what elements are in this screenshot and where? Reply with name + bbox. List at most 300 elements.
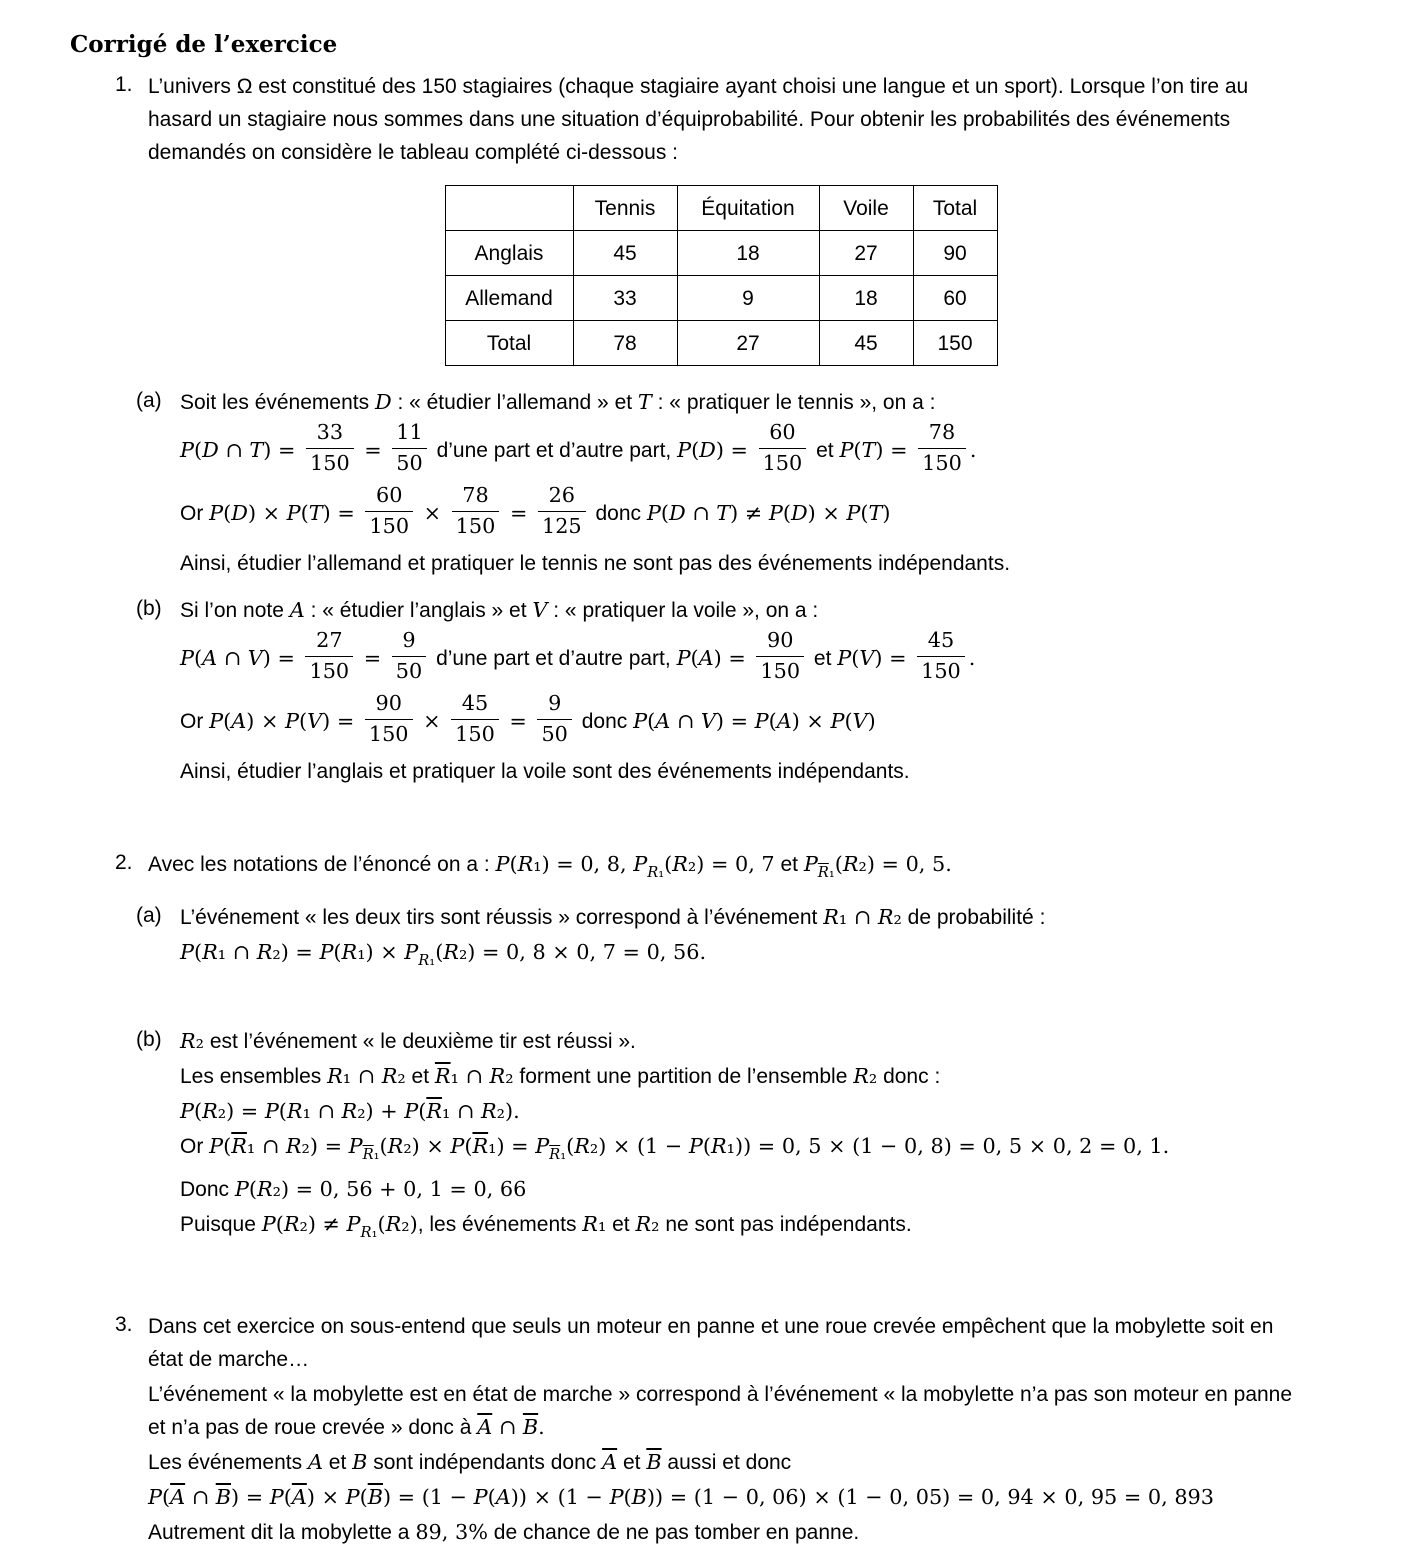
text-run: Or (180, 709, 210, 733)
math-variable: P (285, 708, 299, 733)
fraction (365, 691, 413, 748)
formula-line (180, 1095, 1294, 1128)
fraction-denominator: 150 (455, 513, 496, 538)
math-run: R₁ ∩ R₂ (327, 1064, 406, 1089)
math-variable: T (308, 501, 323, 525)
fraction (392, 628, 426, 685)
text-run: de chance de ne pas tomber en panne. (487, 1520, 860, 1544)
text-run: donc : (877, 1065, 941, 1089)
text-run: Les ensembles (180, 1065, 328, 1089)
fraction-denominator: 150 (310, 450, 350, 475)
math-run (532, 598, 547, 622)
math-run: R₂ (853, 1064, 878, 1089)
math-variable: B (631, 1484, 647, 1509)
math-run: × (417, 501, 448, 525)
fraction-numerator: 45 (917, 628, 965, 657)
math-run: P(R₁) = 0, 8, P (495, 851, 648, 876)
math-variable: R (672, 851, 688, 876)
subitem-body (180, 384, 1294, 582)
math-variable: V (247, 645, 263, 670)
math-variable: P (180, 645, 194, 670)
text-run: : « pratiquer le tennis », on a : (651, 391, 936, 414)
math-variable: $\overline{R}$ (549, 1146, 561, 1164)
fraction (759, 420, 807, 477)
fraction (918, 420, 966, 477)
math-run: (R₂) = 0, 5. (834, 851, 952, 876)
text-run: Autrement dit la mobylette a (148, 1520, 416, 1544)
math-run: (R₂) (377, 1212, 418, 1237)
math-variable: T (716, 501, 731, 525)
subitem-body (180, 899, 1294, 979)
text-run: et (810, 439, 840, 463)
subitem-label: (a) (136, 389, 162, 412)
subitem-body (180, 592, 1294, 790)
fraction (305, 628, 353, 685)
fraction (451, 691, 499, 748)
item-number: 2. (115, 850, 133, 874)
text-run: : « étudier l’allemand » et (391, 391, 638, 414)
fraction (756, 628, 804, 685)
fraction-numerator: 45 (451, 691, 499, 720)
math-variable: D (699, 438, 716, 463)
math-variable: P (345, 1484, 360, 1509)
math-run: . (968, 645, 976, 670)
formula-line (180, 629, 1294, 690)
fraction-numerator: 60 (759, 420, 807, 449)
row-label-total: Total (445, 321, 573, 366)
text-run: et (322, 1450, 353, 1474)
table-cell: 78 (573, 321, 677, 366)
math-run: (R₂) × (1 − P(R₁)) = 0, 5 × (1 − 0, 8) = 0, 5 × 0, 2 = 0, 1. (566, 1134, 1170, 1159)
exercise-item-1 (70, 68, 1360, 790)
math-variable: $\overline{B}$ (646, 1449, 662, 1474)
math-variable: R (202, 1099, 218, 1124)
text-run: donc (589, 502, 647, 525)
text-run: d’une part et d’autre part, (430, 646, 677, 670)
math-variable: A (307, 1449, 323, 1474)
math-run: P(A ∩ V) = (180, 645, 302, 670)
fraction-numerator: 27 (305, 628, 353, 657)
row-label-anglais: Anglais (445, 231, 573, 276)
math-variable: P (803, 851, 818, 876)
math-variable: P (319, 940, 334, 965)
math-variable: R (180, 1029, 196, 1054)
table-header-voile: Voile (819, 186, 913, 231)
math-variable: V (859, 645, 875, 670)
table-cell: 27 (677, 321, 819, 366)
text-run: : « pratiquer la voile », on a : (547, 598, 819, 622)
math-run: = (502, 708, 534, 733)
item1-intro-paragraph: L’univers Ω est constitué des 150 stagiaires (chaque stagiaire ayant choisi une langue et un sport). Lorsque l’on tire au hasard un stagiaire nous sommes dans une situation d’équiprobabilité. Pour obtenir les probabilités des événements demandés on considère le tableau complété ci-dessous : (148, 75, 1249, 164)
text-run: Si l’on note (180, 598, 290, 622)
math-run: = (357, 645, 388, 670)
table-cell: 45 (573, 231, 677, 276)
math-variable: P (404, 940, 419, 965)
text-run: donc (575, 709, 634, 733)
text-run: Dans cet exercice on sous-entend que seuls un moteur en panne et une roue crevée empêchent que la mobylette soit en état de marche… (148, 1314, 1274, 1371)
text-line (180, 1060, 1294, 1093)
text-run: Or (180, 502, 210, 525)
formula-line (180, 1130, 1294, 1171)
math-variable: R (823, 905, 839, 930)
math-variable: R (360, 1224, 372, 1242)
text-line (148, 1378, 1294, 1444)
math-variable: R (635, 1212, 652, 1237)
text-run: Puisque (180, 1213, 262, 1237)
math-variable: P (180, 940, 194, 965)
math-variable: P (148, 1484, 162, 1509)
fraction-denominator: 150 (921, 658, 961, 683)
math-variable: D (374, 390, 392, 414)
math-run: . (969, 438, 977, 463)
math-run: = (357, 438, 389, 463)
item-body (136, 846, 1294, 1252)
math-variable: P (768, 501, 783, 525)
fraction (537, 691, 571, 748)
math-variable: R (286, 1099, 303, 1124)
text-run: aussi et donc (661, 1450, 792, 1474)
math-variable: R (647, 864, 659, 882)
math-variable: P (830, 708, 845, 733)
fraction-denominator: 50 (541, 721, 568, 746)
fraction (392, 420, 426, 477)
table-header-row (445, 186, 997, 231)
math-run (804, 852, 818, 876)
math-run: P(R₂) = 0, 56 + 0, 1 = 0, 66 (234, 1177, 527, 1202)
math-variable: P (261, 1212, 276, 1237)
math-run: (R₂) = 0, 8 × 0, 7 = 0, 56. (435, 940, 707, 965)
math-variable: R (327, 1064, 343, 1089)
math-run (646, 1450, 661, 1474)
text-run: et (617, 1450, 647, 1474)
math-variable: R (256, 940, 273, 965)
math-variable: $\overline{A}$ (477, 1414, 493, 1439)
text-line (180, 547, 1294, 580)
text-line (180, 901, 1294, 934)
math-run: $\overline{A}$ ∩ $\overline{B}$. (477, 1414, 545, 1439)
fraction-numerator: 26 (538, 483, 586, 512)
math-variable: P (286, 501, 301, 525)
math-variable: T (249, 438, 264, 463)
math-variable: P (269, 1484, 284, 1509)
fraction (365, 483, 413, 540)
fraction-numerator: 78 (452, 483, 500, 512)
math-variable: A (655, 708, 671, 733)
formula-line (180, 484, 1294, 545)
math-run: R₂ (180, 1029, 204, 1054)
math-run: P(A) × P(V) = (209, 708, 361, 733)
math-variable: R (256, 1177, 273, 1202)
text-run: L’événement « les deux tirs sont réussis » correspond à l’événement (180, 906, 824, 930)
text-run: de probabilité : (901, 906, 1046, 930)
math-variable: P (535, 1134, 550, 1159)
math-variable: P (348, 1134, 363, 1159)
math-variable: R (489, 1064, 506, 1089)
fraction (306, 420, 354, 477)
math-variable: R (385, 1212, 402, 1237)
table-cell: 18 (819, 276, 913, 321)
math-variable: P (473, 1484, 488, 1509)
text-run: , les événements (417, 1213, 583, 1237)
text-run: Avec les notations de l’énoncé on a : (148, 852, 496, 876)
fraction-denominator: 50 (396, 450, 423, 475)
math-variable: R (418, 952, 430, 970)
item-body (136, 68, 1294, 790)
math-variable: R (582, 1212, 598, 1237)
section-gap (70, 790, 1360, 838)
table-cell: 9 (677, 276, 819, 321)
math-variable: V (700, 708, 716, 733)
text-run: Donc (180, 1178, 235, 1202)
math-variable: $\overline{B}$ (522, 1414, 539, 1439)
math-variable: P (837, 645, 852, 670)
math-variable: P (676, 645, 691, 670)
math-variable: A (698, 645, 714, 670)
text-run: Ainsi, étudier l’allemand et pratiquer le tennis ne sont pas des événements indépendants. (180, 551, 1011, 575)
text-run: d’une part et d’autre part, (430, 439, 678, 463)
text-run: et (774, 852, 804, 876)
fraction-denominator: 150 (368, 721, 409, 746)
subitem-2b (136, 1023, 1294, 1251)
text-run: et (405, 1065, 435, 1089)
math-variable: P (264, 1099, 279, 1124)
math-variable: $\overline{A}$ (170, 1484, 186, 1509)
fraction-denominator: 150 (762, 450, 803, 475)
fraction-numerator: 90 (756, 628, 804, 657)
formula-line (180, 936, 1294, 977)
math-run: $P(\overline{A}$ ∩ $\overline{B}) = P(\overline{A}) \times P(\overline{B}) = (1 - P(A)) \times (1 - P(B)) = (1 - 0$, 06) × (1 − 0, 05) = 0, 94 × 0, 95 = 0, 893 (148, 1484, 1214, 1509)
math-variable: R (443, 940, 459, 965)
math-run: $(R_2) \times P(\overline{R}_1) = P$ (379, 1134, 550, 1159)
text-line (180, 1025, 1294, 1058)
text-run: Ainsi, étudier l’anglais et pratiquer la voile sont des événements indépendants. (180, 759, 910, 783)
math-variable: $\overline{R}$ (362, 1146, 374, 1164)
math-variable: P (688, 1134, 703, 1159)
text-line (148, 1516, 1294, 1549)
fraction-numerator: 90 (365, 691, 413, 720)
table-cell: 60 (913, 276, 997, 321)
fraction-numerator: 9 (537, 691, 571, 720)
math-subscript: R₁ (549, 1146, 567, 1164)
subitem-1b (136, 592, 1294, 790)
exercise-item-2 (70, 846, 1360, 1252)
math-variable: $\overline{B}$ (215, 1484, 232, 1509)
math-run (638, 390, 652, 414)
math-run: P(D) × P(T) = (209, 501, 362, 525)
math-run: (R₂) = 0, 7 (664, 851, 775, 876)
text-line (180, 1208, 1294, 1249)
math-run: × (416, 708, 448, 733)
math-run: P(D ∩ T) ≠ P(D) × P(T) (646, 501, 891, 525)
formula-line (148, 1481, 1294, 1514)
text-run: L’événement « la mobylette est en état de marche » correspond à l’événement « la mobylette n’a pas son moteur en panne et n’a pas de roue crevée » donc à (148, 1382, 1293, 1439)
math-variable: P (609, 1484, 624, 1509)
math-run: P(V) = (837, 645, 914, 670)
text-line (180, 755, 1294, 788)
math-variable: $\overline{A}$ (602, 1449, 618, 1474)
text-run: Les événements (148, 1450, 308, 1474)
formula-line (180, 1173, 1294, 1206)
text-run: Soit les événements (180, 391, 375, 414)
math-variable: A (776, 708, 792, 733)
math-run (290, 598, 305, 622)
table-row (445, 231, 997, 276)
subitem-1a (136, 384, 1294, 582)
math-variable: T (637, 390, 652, 414)
math-variable: R (283, 1212, 300, 1237)
fraction (452, 483, 500, 540)
math-run: P(R₁ ∩ R₂) = P(R₁) × P (180, 940, 419, 965)
text-line (148, 1446, 1294, 1479)
math-subscript: R₁ (647, 864, 665, 882)
math-variable: $\overline{R}$ (231, 1134, 247, 1159)
exercise-item-3 (70, 1308, 1360, 1551)
fraction-numerator: 33 (306, 420, 354, 449)
fraction-numerator: 9 (392, 628, 426, 657)
math-run: $\overline{R}_1$ ∩ R₂ (434, 1064, 514, 1089)
math-run (602, 1450, 617, 1474)
item-number: 1. (115, 73, 133, 96)
math-run: P(A) = (676, 645, 753, 670)
math-variable: A (231, 708, 247, 733)
math-run (375, 390, 392, 414)
math-run: P(D ∩ T) = (180, 438, 302, 463)
table-header-equitation: Équitation (677, 186, 819, 231)
table-cell: 45 (819, 321, 913, 366)
math-variable: R (877, 905, 894, 930)
fraction-numerator: 60 (365, 483, 413, 512)
text-run: sont indépendants donc (367, 1450, 603, 1474)
math-variable: P (677, 438, 692, 463)
math-run: 89, 3% (415, 1519, 488, 1544)
math-variable: T (861, 438, 876, 463)
page-title: Corrigé de l’exercice (70, 31, 338, 58)
math-variable: P (180, 438, 194, 463)
math-variable: P (450, 1134, 465, 1159)
subitem-body (180, 1023, 1294, 1251)
math-variable: P (646, 501, 661, 525)
math-variable: R (285, 1134, 302, 1159)
text-run: et (808, 646, 838, 670)
fraction-denominator: 50 (395, 658, 423, 683)
table-header-total: Total (913, 186, 997, 231)
text-run: ne sont pas indépendants. (659, 1213, 912, 1237)
math-variable: P (846, 501, 861, 525)
math-variable: R (853, 1064, 869, 1089)
fraction-denominator: 150 (455, 721, 495, 746)
math-variable: V (852, 708, 868, 733)
table-cell: 18 (677, 231, 819, 276)
fraction (538, 483, 586, 540)
fraction-denominator: 150 (309, 658, 350, 683)
math-run (308, 1450, 323, 1474)
fraction-denominator: 150 (922, 450, 962, 475)
math-variable: D (202, 438, 219, 463)
math-variable: $\overline{R}$ (426, 1099, 442, 1124)
table-cell: 27 (819, 231, 913, 276)
math-variable: $\overline{R}$ (434, 1064, 451, 1089)
math-run (352, 1450, 367, 1474)
math-run: R₁ (582, 1212, 607, 1237)
fraction (917, 628, 965, 685)
math-variable: $\overline{R}$ (817, 864, 829, 882)
table-header-tennis: Tennis (573, 186, 677, 231)
math-variable: P (839, 438, 854, 463)
fraction-denominator: 150 (760, 658, 801, 683)
math-variable: R (842, 851, 859, 876)
math-run: P(T) = (839, 438, 915, 463)
math-variable: R (381, 1064, 398, 1089)
math-subscript: R₁ (362, 1146, 380, 1164)
math-variable: P (346, 1212, 361, 1237)
subitem-2a (136, 899, 1294, 979)
subitem-label: (b) (136, 596, 162, 620)
fraction-denominator: 150 (369, 513, 410, 538)
math-variable: R (574, 1134, 590, 1159)
math-variable: R (517, 851, 534, 876)
text-run: forment une partition de l’ensemble (513, 1065, 854, 1089)
math-variable: P (209, 708, 224, 733)
item-number: 3. (115, 1312, 133, 1336)
fraction-numerator: 11 (392, 420, 426, 449)
math-run: P(A ∩ V) = P(A) × P(V) (633, 708, 876, 733)
math-variable: $\overline{B}$ (367, 1484, 383, 1509)
math-run: R₂ (635, 1212, 660, 1237)
math-variable: P (404, 1099, 419, 1124)
math-variable: $\overline{R}$ (472, 1134, 489, 1159)
text-line (148, 1310, 1294, 1376)
math-subscript: R₁ (360, 1224, 378, 1242)
item2-intro-line (148, 848, 1294, 889)
math-variable: P (633, 851, 648, 876)
table-cell: 150 (913, 321, 997, 366)
math-variable: P (754, 708, 769, 733)
math-variable: A (289, 597, 305, 622)
math-variable: R (341, 1099, 358, 1124)
table-corner-cell (445, 186, 573, 231)
math-run: $P(\overline{R}_1$ ∩ R₂) = P (209, 1134, 363, 1159)
math-variable: R (480, 1099, 497, 1124)
math-variable: A (495, 1484, 511, 1509)
text-run: : « étudier l’anglais » et (304, 598, 533, 622)
math-variable: P (234, 1177, 249, 1202)
section-gap (148, 979, 1294, 1013)
math-run: R₁ ∩ R₂ (823, 905, 902, 930)
item-body (148, 1308, 1294, 1551)
math-variable: P (180, 1099, 194, 1124)
math-variable: T (868, 501, 883, 525)
text-run: est l’événement « le deuxième tir est réussi ». (204, 1030, 636, 1054)
math-run: P(R₂) = P(R₁ ∩ $R_2) + P(\overline{R}_1$ ∩ R₂). (180, 1099, 520, 1124)
fraction-numerator: 78 (918, 420, 966, 449)
math-variable: $\overline{A}$ (291, 1484, 307, 1509)
math-variable: D (231, 501, 248, 525)
math-variable: R (387, 1134, 404, 1159)
text-line (180, 386, 1294, 419)
math-variable: R (341, 940, 358, 965)
math-variable: R (202, 940, 218, 965)
math-variable: V (307, 708, 323, 733)
formula-line (180, 692, 1294, 753)
math-variable: V (532, 597, 548, 622)
math-variable: P (209, 1134, 224, 1159)
math-variable: A (202, 645, 218, 670)
table-row (445, 321, 997, 366)
fraction-denominator: 125 (541, 513, 582, 538)
math-variable: P (209, 501, 224, 525)
math-subscript: R₁ (817, 864, 835, 882)
math-run: P(D) = (677, 438, 755, 463)
